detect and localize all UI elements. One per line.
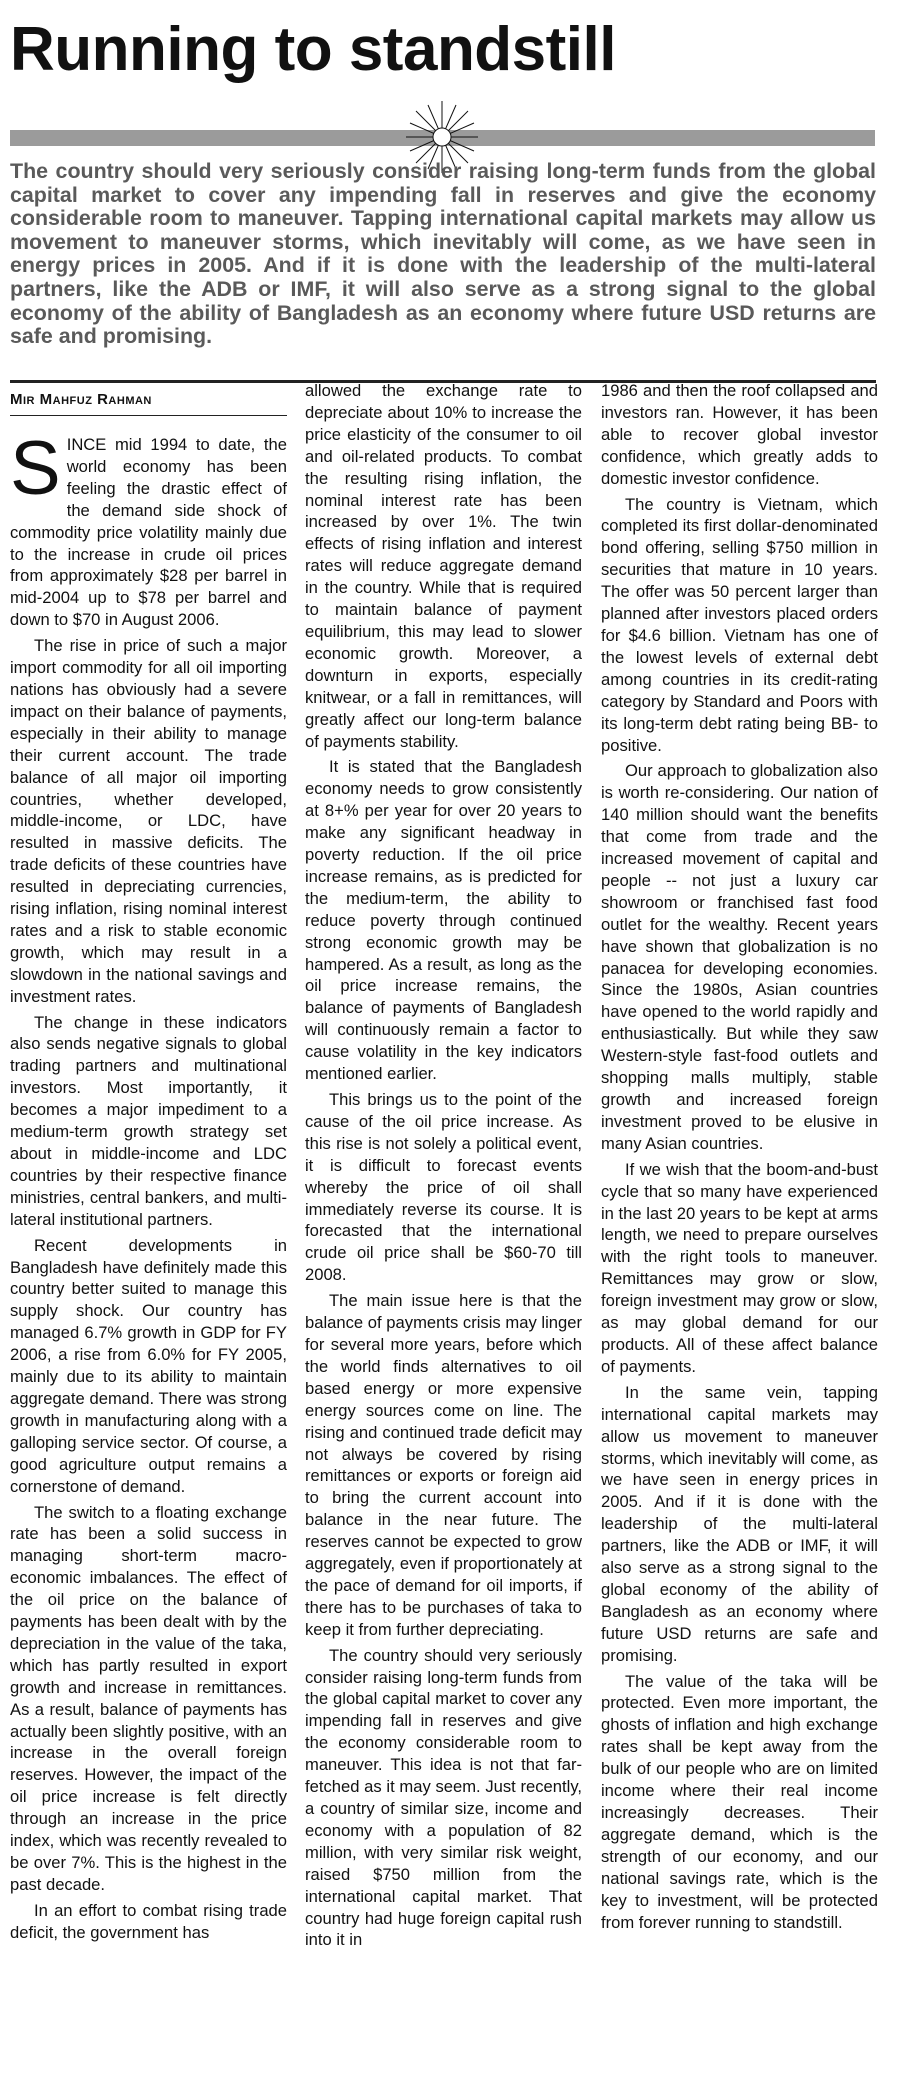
paragraph: The main issue here is that the balance of payments crisis may linger for several more years, before which the world finds alternatives to oil based energy or more expensive energy sources come on line. The rising and continued trade deficit may not always be covered by rising remittances or exports or foreign aid to bring the current account into balance in the near future. The reserves cannot be expected to grow aggregately, even if proportionately at the pace of demand for oil imports, if there has to be purchases of taka to keep it from further depreciating. <box>305 1291 582 1639</box>
paragraph: allowed the exchange rate to depreciate about 10% to increase the price elasticity of the consumer to oil and oil-related products. To combat the resulting rising inflation, the nominal interest rate has been increased by over 1%. The twin effects of rising inflation and interest rates will reduce aggregate demand in the country. While that is required to maintain balance of payment equilibrium, this may lead to slower economic growth. Moreover, a downturn in exports, especially knitwear, or a fall in remittances, will greatly affect our long-term balance of payments stability. <box>305 381 582 751</box>
body-column-3 <box>601 380 878 1937</box>
paragraph: The rise in price of such a major import commodity for all oil importing nations has obviously had a severe impact on their balance of payments, especially in their ability to manage their current account. The trade balance of all major oil importing countries, whether developed, middle-income, or LDC, have resulted in massive deficits. The trade deficits of these countries have resulted in depreciating currencies, rising inflation, rising nominal interest rates and a risk to stable economic growth, which may result in a slowdown in the national savings and investment rates. <box>10 636 287 1006</box>
paragraph: The country should very seriously consider raising long-term funds from the global capital market to cover any impending fall in reserves and give the economy considerable room to maneuver. This idea is not that far-fetched as it may seem. Just recently, a country of similar size, income and economy with a population of 82 million, with very similar risk weight, raised $750 million from the international capital market. That country had huge foreign capital rush into it in <box>305 1645 582 1950</box>
paragraph: The change in these indicators also sends negative signals to global trading partners and multinational investors. Most importantly, it becomes a major impediment to a medium-term growth strategy set about in middle-income and LDC countries by their respective finance ministries, central bankers, and multi-lateral institutional partners. <box>10 1012 287 1229</box>
paragraph: The value of the taka will be protected. Even more important, the ghosts of inflation and high exchange rates shall be kept away from the bulk of our people who are on limited income where their real income increasingly decreases. Their aggregate demand, which is the strength of our economy, and our national savings rate, which is the key to investment, will be protected from forever running to standstill. <box>601 1671 878 1932</box>
drop-cap: S <box>10 426 61 511</box>
paragraph: It is stated that the Bangladesh economy needs to grow consistently at 8+% per year for over 20 years to make any significant headway in poverty reduction. If the oil price increase remains, as is predicted for the medium-term, the ability to reduce poverty through continued strong economic growth may be hampered. As a result, as long as the oil price increase remains, the balance of payments of Bangladesh will continuously remain a factor to cause volatility in the key indicators mentioned earlier. <box>305 757 582 1084</box>
headline: Running to standstill <box>10 15 616 84</box>
paragraph: If we wish that the boom-and-bust cycle that so many have experienced in the last 20 years to be kept at arms length, we need to prepare ourselves with the right tools to maneuver. Remittances may grow or slow, foreign investment may grow or slow, as may global demand for our products. All of these affect balance of payments. <box>601 1159 878 1376</box>
paragraph: This brings us to the point of the cause of the oil price increase. As this rise is not solely a political event, it is difficult to forecast events whereby the price of oil shall immediately reverse its course. It is forecasted that the international crude oil price shall be $60-70 till 2008. <box>305 1090 582 1285</box>
paragraph-text: INCE mid 1994 to date, the world economy has been feeling the drastic effect of the demand side shock of commodity price volatility mainly due to the increase in crude oil prices from approximately $28 per barrel in mid-2004 up to $78 per barrel and down to $70 in August 2006. <box>10 435 287 630</box>
paragraph: The switch to a floating exchange rate has been a solid success in managing short-term macro-economic imbalances. The effect of the oil price on the balance of payments has been dealt with by the depreciation in the value of the taka, which has partly resulted in export growth and increase in remittances. As a result, balance of payments has actually been slightly positive, with an increase in the overall foreign reserves. However, the impact of the oil price increase is felt directly through an increase in the price index, which was recently revealed to be over 7%. This is the highest in the past decade. <box>10 1502 287 1894</box>
paragraph: In the same vein, tapping international capital markets may allow us movement to maneuver storms, which inevitably will come, as we have seen in energy prices in 2005. And if it is done with the leadership of the multi-lateral partners, like the ADB or IMF, it will also serve as a strong signal to the global economy of the ability of Bangladesh as an economy where future USD returns are safe and promising. <box>601 1382 878 1665</box>
paragraph: Recent developments in Bangladesh have definitely made this country better suited to manage this supply shock. Our country has managed 6.7% growth in GDP for FY 2006, a rise from 6.0% for FY 2005, mainly due to its ability to maintain aggregate demand. There was strong growth in manufacturing along with a galloping service sector. Of course, a good agriculture output remains a cornerstone of demand. <box>10 1235 287 1496</box>
paragraph <box>10 426 287 631</box>
paragraph: 1986 and then the roof collapsed and investors ran. However, it has been able to recover global investor confidence, which greatly adds to domestic investor confidence. <box>601 381 878 488</box>
byline-divider <box>10 415 287 416</box>
article-deck: The country should very seriously consider raising long-term funds from the global capital market to cover any impending fall in reserves and give the economy considerable room to maneuver. Tapping international capital markets may allow us movement to maneuver storms, which inevitably will come, as we have seen in energy prices in 2005. And if it is done with the leadership of the multi-lateral partners, like the ADB or IMF, it will also serve as a strong signal to the global economy of the ability of Bangladesh as an economy where future USD returns are safe and promising. <box>10 159 876 349</box>
paragraph: Our approach to globalization also is worth re-considering. Our nation of 140 million should want the benefits that come from trade and the increased movement of capital and people -- not just a luxury car showroom or franchised fast food outlet for the wealthy. Recent years have shown that globalization is no panacea for developing economies. Since the 1980s, Asian countries have opened to the world rapidly and enthusiastically. But while they saw Western-style fast-food outlets and shopping malls multiply, stable growth and increased foreign investment proved to be elusive in many Asian countries. <box>601 761 878 1153</box>
byline: Mir Mahfuz Rahman <box>10 391 152 408</box>
body-column-2 <box>305 380 582 1955</box>
body-column-1 <box>10 426 287 1948</box>
paragraph: The country is Vietnam, which completed its first dollar-denominated bond offering, selling $750 million in securities that mature in 10 years. The offer was 50 percent larger than planned after investors placed orders for $4.6 billion. Vietnam has one of the lowest levels of external debt among countries in its credit-rating category by Standard and Poors with its long-term debt rating being BB- to positive. <box>601 494 878 755</box>
paragraph: In an effort to combat rising trade deficit, the government has <box>10 1900 287 1942</box>
